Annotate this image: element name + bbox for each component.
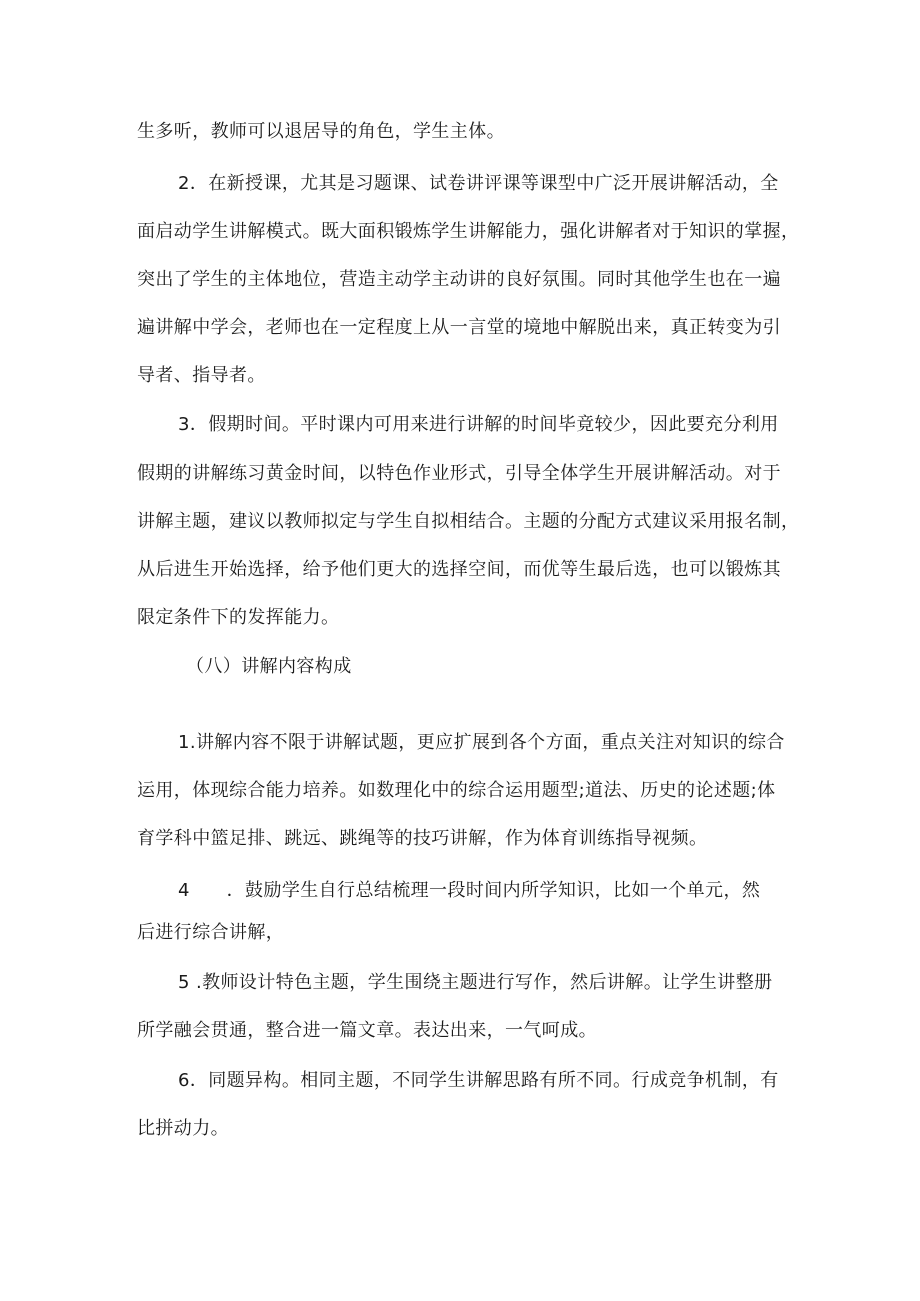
text-line: 运用，体现综合能力培养。如数理化中的综合运用题型;道法、历史的论述题;体 [137, 780, 776, 801]
text-line: 讲解主题，建议以教师拟定与学生自拟相结合。主题的分配方式建议采用报名制， [137, 511, 800, 532]
text-line: 5 .教师设计特色主题，学生围绕主题进行写作，然后讲解。让学生讲整册 [178, 972, 773, 993]
text-line: 4 ．鼓励学生自行总结梳理一段时间内所学知识，比如一个单元，然 [178, 880, 761, 901]
text-line: 6．同题异构。相同主题，不同学生讲解思路有所不同。行成竞争机制，有 [178, 1070, 779, 1091]
text-line: 遍讲解中学会，老师也在一定程度上从一言堂的境地中解脱出来，真正转变为引 [137, 317, 781, 338]
text-line: 2．在新授课，尤其是习题课、试卷讲评课等课型中广泛开展讲解活动，全 [178, 173, 779, 194]
text-line: 导者、指导者。 [137, 365, 266, 386]
text-line: 所学融会贯通，整合进一篇文章。表达出来，一气呵成。 [137, 1020, 597, 1041]
text-line: 生多听，教师可以退居导的角色，学生主体。 [137, 121, 505, 142]
text-line: 面启动学生讲解模式。既大面积锻炼学生讲解能力，强化讲解者对于知识的掌握， [137, 221, 800, 242]
text-line: 育学科中篮足排、跳远、跳绳等的技巧讲解，作为体育训练指导视频。 [137, 828, 708, 849]
text-line: 突出了学生的主体地位，营造主动学主动讲的良好氛围。同时其他学生也在一遍 [137, 269, 781, 290]
text-line: 比拼动力。 [137, 1118, 229, 1139]
text-line: 后进行综合讲解， [137, 922, 285, 943]
text-line: 3．假期时间。平时课内可用来进行讲解的时间毕竟较少，因此要充分利用 [178, 414, 779, 435]
text-line: 1.讲解内容不限于讲解试题，更应扩展到各个方面，重点关注对知识的综合 [178, 732, 785, 753]
text-line: 从后进生开始选择，给予他们更大的选择空间，而优等生最后选，也可以锻炼其 [137, 559, 781, 580]
text-line: 限定条件下的发挥能力。 [137, 607, 340, 628]
section-heading: （八）讲解内容构成 [186, 656, 352, 677]
text-line: 假期的讲解练习黄金时间，以特色作业形式，引导全体学生开展讲解活动。对于 [137, 463, 781, 484]
